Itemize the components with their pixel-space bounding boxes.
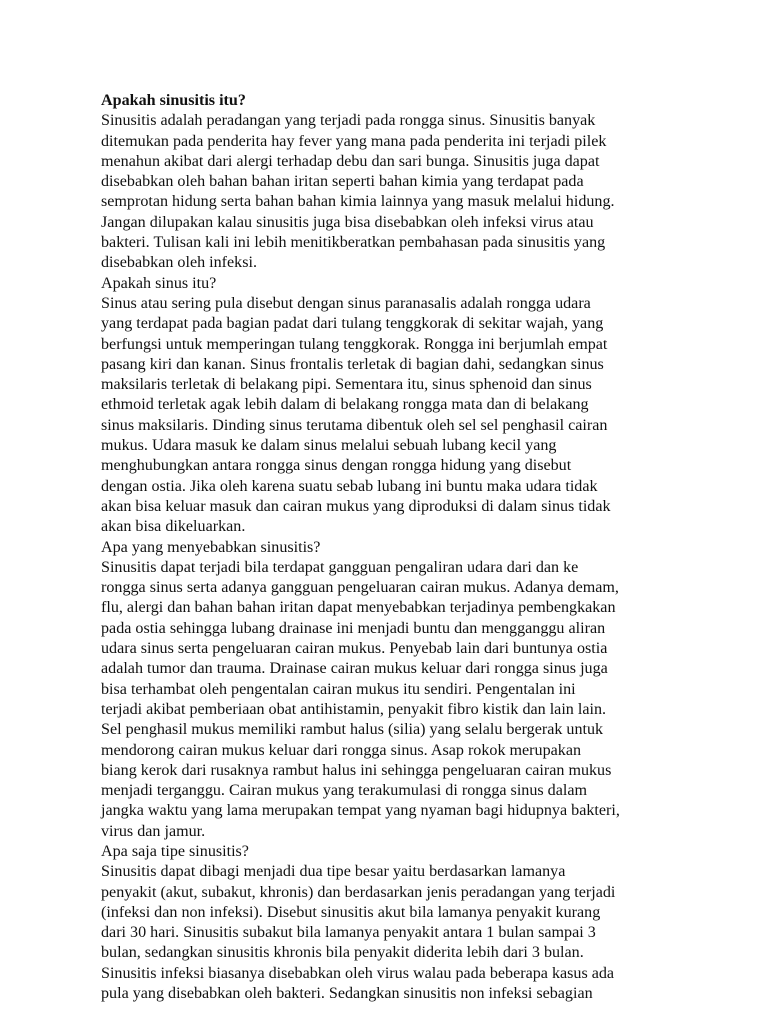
subheading-apakah-sinus: Apakah sinus itu? bbox=[101, 274, 217, 292]
text-line: terjadi akibat pemberiaan obat antihistamin, penyakit fibro kistik dan lain lain. bbox=[101, 700, 607, 718]
text-line: rongga sinus serta adanya gangguan pengeluaran cairan mukus. Adanya demam, bbox=[101, 579, 619, 597]
text-line: disebabkan oleh infeksi. bbox=[101, 254, 257, 272]
text-line: bulan, sedangkan sinusitis khronis bila penyakit diderita lebih dari 3 bulan. bbox=[101, 944, 584, 962]
text-line: semprotan hidung serta bahan bahan kimia lainnya yang masuk melalui hidung. bbox=[101, 193, 615, 211]
text-line: menjadi terganggu. Cairan mukus yang terakumulasi di rongga sinus dalam bbox=[101, 782, 587, 800]
text-line: adalah tumor dan trauma. Drainase cairan mukus keluar dari rongga sinus juga bbox=[101, 660, 608, 678]
heading-apakah-sinusitis: Apakah sinusitis itu? bbox=[101, 92, 246, 109]
text-line: akan bisa dikeluarkan. bbox=[101, 518, 246, 536]
text-line: Sinusitis adalah peradangan yang terjadi pada rongga sinus. Sinusitis banyak bbox=[101, 112, 596, 130]
text-line: dengan ostia. Jika oleh karena suatu sebab lubang ini buntu maka udara tidak bbox=[101, 477, 598, 495]
text-line: dari 30 hari. Sinusitis subakut bila lamanya penyakit antara 1 bulan sampai 3 bbox=[101, 924, 596, 942]
document-body bbox=[101, 91, 681, 1004]
text-line: akan bisa keluar masuk dan cairan mukus yang diproduksi di dalam sinus tidak bbox=[101, 497, 611, 515]
text-line: penyakit (akut, subakut, khronis) dan berdasarkan jenis peradangan yang terjadi bbox=[101, 883, 616, 901]
text-line: flu, alergi dan bahan bahan iritan dapat menyebabkan terjadinya pembengkakan bbox=[101, 599, 616, 617]
text-line: berfungsi untuk memperingan tulang tenggkorak. Rongga ini berjumlah empat bbox=[101, 335, 608, 353]
text-line: virus dan jamur. bbox=[101, 822, 206, 840]
text-line: menghubungkan antara rongga sinus dengan rongga hidung yang disebut bbox=[101, 457, 572, 475]
subheading-tipe-sinusitis: Apa saja tipe sinusitis? bbox=[101, 842, 249, 860]
text-line: Sinusitis dapat terjadi bila terdapat gangguan pengaliran udara dari dan ke bbox=[101, 558, 579, 576]
text-line: Sinusitis dapat dibagi menjadi dua tipe besar yaitu berdasarkan lamanya bbox=[101, 863, 566, 881]
text-line: pasang kiri dan kanan. Sinus frontalis terletak di bagian dahi, sedangkan sinus bbox=[101, 355, 604, 373]
text-line: biang kerok dari rusaknya rambut halus ini sehingga pengeluaran cairan mukus bbox=[101, 761, 612, 779]
text-line: (infeksi dan non infeksi). Disebut sinusitis akut bila lamanya penyakit kurang bbox=[101, 903, 601, 921]
text-line: mukus. Udara masuk ke dalam sinus melalui sebuah lubang kecil yang bbox=[101, 437, 557, 455]
text-line: ethmoid terletak agak lebih dalam di belakang rongga mata dan di belakang bbox=[101, 396, 589, 414]
text-line: bakteri. Tulisan kali ini lebih menitikberatkan pembahasan pada sinusitis yang bbox=[101, 234, 606, 252]
text-line: udara sinus serta pengeluaran cairan mukus. Penyebab lain dari buntunya ostia bbox=[101, 640, 608, 658]
text-line: Jangan dilupakan kalau sinusitis juga bisa disebabkan oleh infeksi virus atau bbox=[101, 213, 594, 231]
text-line: disebabkan oleh bahan bahan iritan seperti bahan kimia yang terdapat pada bbox=[101, 173, 584, 191]
text-line: pada ostia sehingga lubang drainase ini menjadi buntu dan mengganggu aliran bbox=[101, 619, 606, 637]
text-line: menahun akibat dari alergi terhadap debu dan sari bunga. Sinusitis juga dapat bbox=[101, 152, 600, 170]
text-line: mendorong cairan mukus keluar dari rongga sinus. Asap rokok merupakan bbox=[101, 741, 582, 759]
text-line: bisa terhambat oleh pengentalan cairan mukus itu sendiri. Pengentalan ini bbox=[101, 680, 576, 698]
text-line: ditemukan pada penderita hay fever yang mana pada penderita ini terjadi pilek bbox=[101, 132, 607, 150]
text-line: Sinus atau sering pula disebut dengan sinus paranasalis adalah rongga udara bbox=[101, 294, 591, 312]
subheading-penyebab-sinusitis: Apa yang menyebabkan sinusitis? bbox=[101, 538, 321, 556]
text-line: Sinusitis infeksi biasanya disebabkan oleh virus walau pada beberapa kasus ada bbox=[101, 964, 615, 982]
text-line: sinus maksilaris. Dinding sinus terutama dibentuk oleh sel sel penghasil cairan bbox=[101, 416, 608, 434]
text-line: maksilaris terletak di belakang pipi. Sementara itu, sinus sphenoid dan sinus bbox=[101, 376, 592, 394]
text-line: jangka waktu yang lama merupakan tempat yang nyaman bagi hidupnya bakteri, bbox=[101, 802, 620, 820]
text-line: Sel penghasil mukus memiliki rambut halus (silia) yang selalu bergerak untuk bbox=[101, 721, 604, 739]
text-line: pula yang disebabkan oleh bakteri. Sedangkan sinusitis non infeksi sebagian bbox=[101, 985, 593, 1003]
text-line: yang terdapat pada bagian padat dari tulang tenggkorak di sekitar wajah, yang bbox=[101, 315, 604, 333]
